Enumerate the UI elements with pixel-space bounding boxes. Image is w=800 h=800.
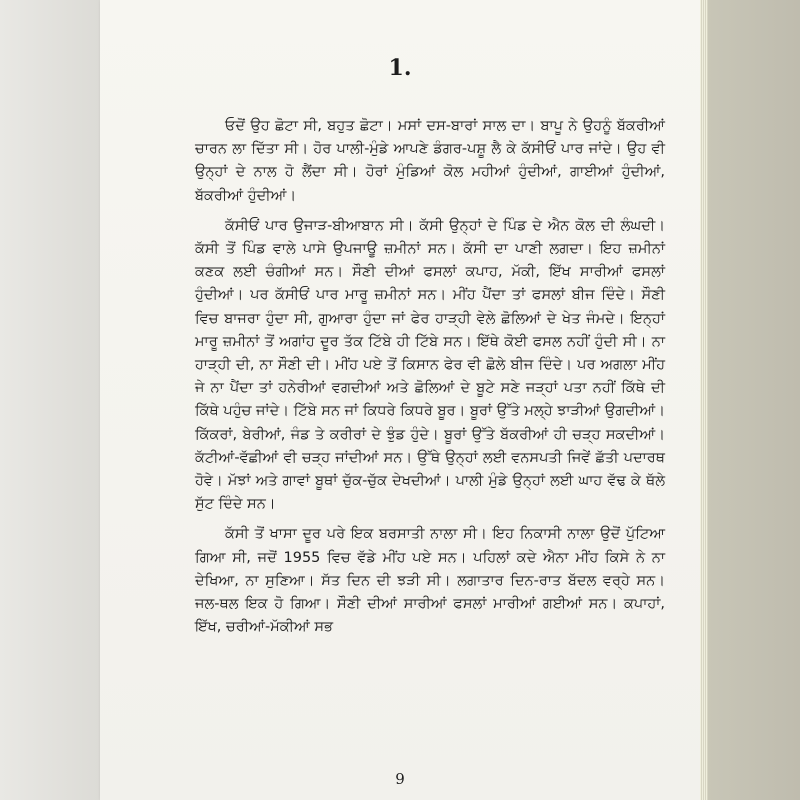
page-number: 9 (395, 770, 405, 788)
background-surface-left (0, 0, 100, 800)
paragraph-1: ਓਦੋਂ ਉਹ ਛੋਟਾ ਸੀ, ਬਹੁਤ ਛੋਟਾ। ਮਸਾਂ ਦਸ-ਬਾਰਾਂ ਸਾਲ ਦਾ। ਬਾਪੂ ਨੇ ਉਹਨੂੰ ਬੱਕਰੀਆਂ ਚਾਰਨ ਲਾ ਦਿੱਤਾ ਸੀ। ਹੋਰ ਪਾਲੀ-ਮੁੰਡੇ ਆਪਣੇ ਡੰਗਰ-ਪਸ਼ੂ ਲੈ ਕੇ ਕੱਸੀਓਂ ਪਾਰ ਜਾਂਦੇ। ਉਹ ਵੀ ਉਨ੍ਹਾਂ ਦੇ ਨਾਲ ਹੋ ਲੈਂਦਾ ਸੀ। ਹੋਰਾਂ ਮੁੰਡਿਆਂ ਕੋਲ ਮਹੀਆਂ ਹੁੰਦੀਆਂ, ਗਾਈਆਂ ਹੁੰਦੀਆਂ, ਬੱਕਰੀਆਂ ਹੁੰਦੀਆਂ। (195, 118, 665, 204)
book-page (100, 0, 700, 800)
background-surface-right (695, 0, 800, 800)
paragraph-3: ਕੱਸੀ ਤੋਂ ਖਾਸਾ ਦੂਰ ਪਰੇ ਇਕ ਬਰਸਾਤੀ ਨਾਲਾ ਸੀ। ਇਹ ਨਿਕਾਸੀ ਨਾਲਾ ਉਦੋਂ ਪੁੱਟਿਆ ਗਿਆ ਸੀ, ਜਦੋਂ 1955 ਵਿਚ ਵੱਡੇ ਮੀਂਹ ਪਏ ਸਨ। ਪਹਿਲਾਂ ਕਦੇ ਐਨਾ ਮੀਂਹ ਕਿਸੇ ਨੇ ਨਾ ਦੇਖਿਆ, ਨਾ ਸੁਣਿਆ। ਸੱਤ ਦਿਨ ਦੀ ਝੜੀ ਸੀ। ਲਗਾਤਾਰ ਦਿਨ-ਰਾਤ ਬੱਦਲ ਵਰ੍ਹੇ ਸਨ। ਜਲ-ਥਲ ਇਕ ਹੋ ਗਿਆ। ਸੌਣੀ ਦੀਆਂ ਸਾਰੀਆਂ ਫਸਲਾਂ ਮਾਰੀਆਂ ਗਈਆਂ ਸਨ। ਕਪਾਹਾਂ, ਇੱਖ, ਚਰੀਆਂ-ਮੱਕੀਆਂ ਸਭ (195, 526, 665, 636)
page-edge (700, 0, 708, 800)
chapter-heading: 1. (388, 55, 412, 81)
body-text (195, 115, 665, 646)
paragraph-2: ਕੱਸੀਓਂ ਪਾਰ ਉਜਾੜ-ਬੀਆਬਾਨ ਸੀ। ਕੱਸੀ ਉਨ੍ਹਾਂ ਦੇ ਪਿੰਡ ਦੇ ਐਨ ਕੋਲ ਦੀ ਲੰਘਦੀ। ਕੱਸੀ ਤੋਂ ਪਿੰਡ ਵਾਲੇ ਪਾਸੇ ਉਪਜਾਊ ਜ਼ਮੀਨਾਂ ਸਨ। ਕੱਸੀ ਦਾ ਪਾਣੀ ਲਗਦਾ। ਇਹ ਜ਼ਮੀਨਾਂ ਕਣਕ ਲਈ ਚੰਗੀਆਂ ਸਨ। ਸੌਣੀ ਦੀਆਂ ਫਸਲਾਂ ਕਪਾਹ, ਮੱਕੀ, ਇੱਖ ਸਾਰੀਆਂ ਫਸਲਾਂ ਹੁੰਦੀਆਂ। ਪਰ ਕੱਸੀਓਂ ਪਾਰ ਮਾਰੂ ਜ਼ਮੀਨਾਂ ਸਨ। ਮੀਂਹ ਪੈਂਦਾ ਤਾਂ ਫਸਲਾਂ ਬੀਜ ਦਿੰਦੇ। ਸੌਣੀ ਵਿਚ ਬਾਜਰਾ ਹੁੰਦਾ ਸੀ, ਗੁਆਰਾ ਹੁੰਦਾ ਜਾਂ ਫੇਰ ਹਾੜ੍ਹੀ ਵੇਲੇ ਛੋਲਿਆਂ ਦੇ ਖੇਤ ਜੰਮਦੇ। ਇਨ੍ਹਾਂ ਮਾਰੂ ਜ਼ਮੀਨਾਂ ਤੋਂ ਅਗਾਂਹ ਦੂਰ ਤੱਕ ਟਿੱਬੇ ਹੀ ਟਿੱਬੇ ਸਨ। ਇੱਥੇ ਕੋਈ ਫਸਲ ਨਹੀਂ ਹੁੰਦੀ ਸੀ। ਨਾ ਹਾੜ੍ਹੀ ਦੀ, ਨਾ ਸੌਣੀ ਦੀ। ਮੀਂਹ ਪਏ ਤੋਂ ਕਿਸਾਨ ਫੇਰ ਵੀ ਛੋਲੇ ਬੀਜ ਦਿੰਦੇ। ਪਰ ਅਗਲਾ ਮੀਂਹ ਜੇ ਨਾ ਪੈਂਦਾ ਤਾਂ ਹਨੇਰੀਆਂ ਵਗਦੀਆਂ ਅਤੇ ਛੋਲਿਆਂ ਦੇ ਬੂਟੇ ਸਣੇ ਜੜ੍ਹਾਂ ਪਤਾ ਨਹੀਂ ਕਿੱਥੇ ਦੀ ਕਿੱਥੇ ਪਹੁੰਚ ਜਾਂਦੇ। ਟਿੱਬੇ ਸਨ ਜਾਂ ਕਿਧਰੇ ਕਿਧਰੇ ਬੂਰ। ਬੂਰਾਂ ਉੱਤੇ ਮਲ੍ਹੇ ਝਾੜੀਆਂ ਉਗਦੀਆਂ। ਕਿੱਕਰਾਂ, ਬੇਰੀਆਂ, ਜੰਡ ਤੇ ਕਰੀਰਾਂ ਦੇ ਝੁੰਡ ਹੁੰਦੇ। ਬੂਰਾਂ ਉੱਤੇ ਬੱਕਰੀਆਂ ਹੀ ਚੜ੍ਹ ਸਕਦੀਆਂ। ਕੱਟੀਆਂ-ਵੱਛੀਆਂ ਵੀ ਚੜ੍ਹ ਜਾਂਦੀਆਂ ਸਨ। ਉੱਥੇ ਉਨ੍ਹਾਂ ਲਈ ਵਨਸਪਤੀ ਜਿਵੇਂ ਛੱਤੀ ਪਦਾਰਥ ਹੋਵੇ। ਮੱਝਾਂ ਅਤੇ ਗਾਵਾਂ ਬੂਥਾਂ ਚੁੱਕ-ਚੁੱਕ ਦੇਖਦੀਆਂ। ਪਾਲੀ ਮੁੰਡੇ ਉਨ੍ਹਾਂ ਲਈ ਘਾਹ ਵੱਢ ਕੇ ਥੱਲੇ ਸੁੱਟ ਦਿੰਦੇ ਸਨ। (195, 217, 665, 513)
